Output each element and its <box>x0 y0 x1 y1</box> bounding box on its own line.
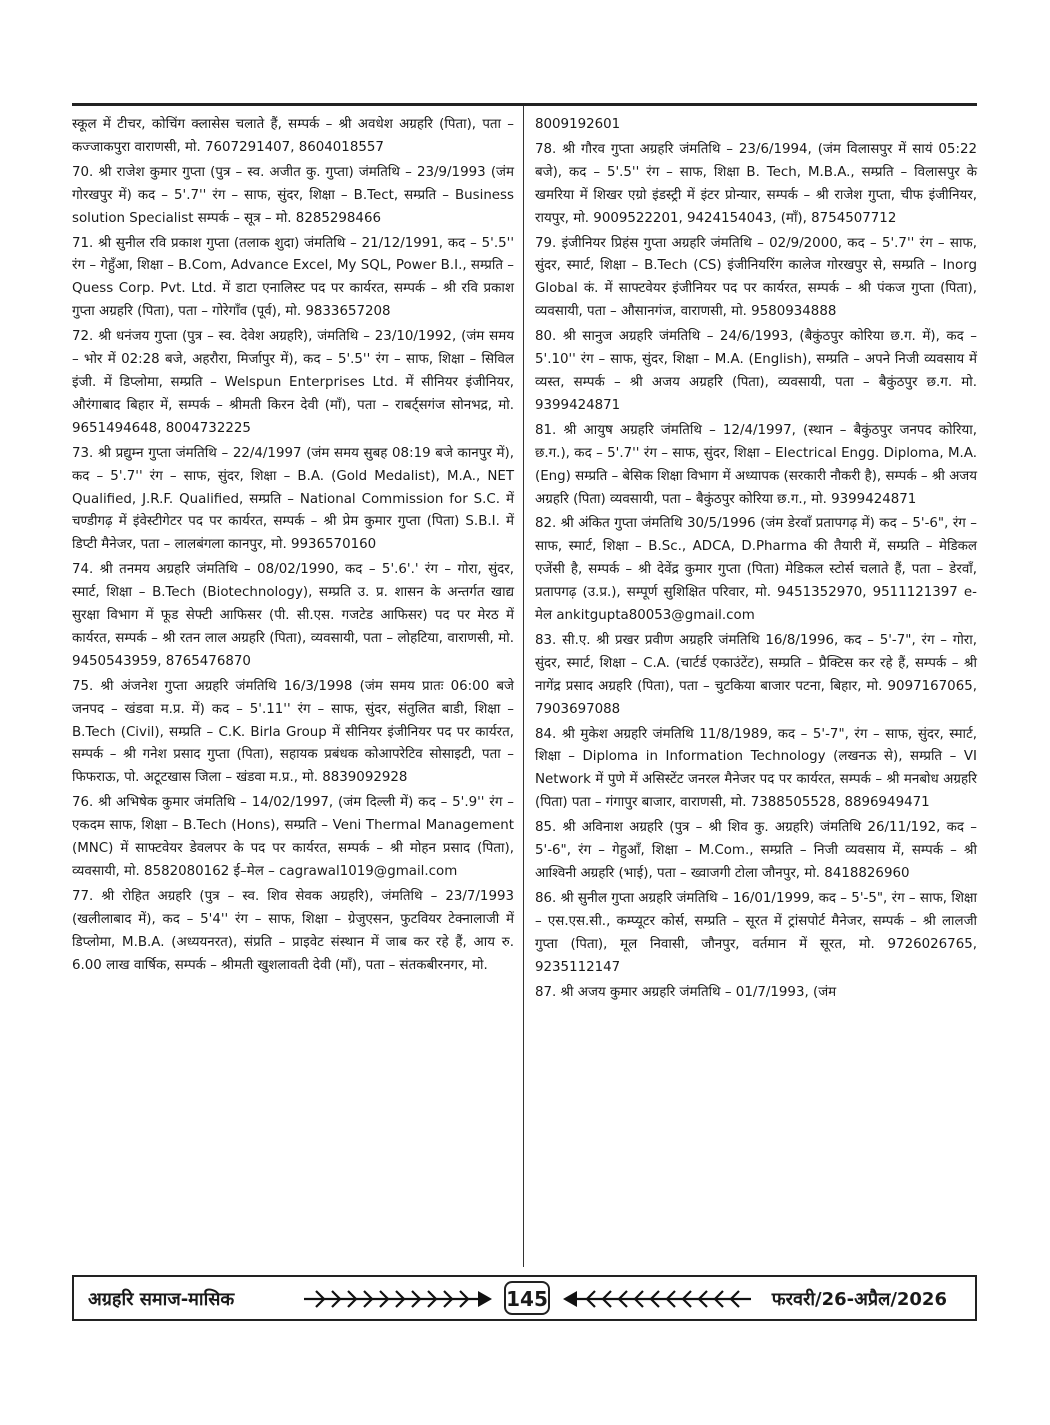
entry-80: 80. श्री सानुज अग्रहरि जंमतिथि – 24/6/1993, (बैकुंठपुर कोरिया छ.ग. में), कद – 5'.10'' रंग – साफ, सुंदर, शिक्षा – M.A. (English), सम्प्रति – अपने निजी व्यवसाय में व्यस्त, सम्पर्क – श्री अजय अग्रहरि (पिता), व्यवसायी, पता – बैकुंठपुर छ.ग. मो. 9399424871 <box>535 329 977 413</box>
entry-86: 86. श्री सुनील गुप्ता अग्रहरि जंमतिथि – 16/01/1999, कद – 5'-5", रंग – साफ, शिक्षा – एस.एस.सी., कम्प्यूटर कोर्स, सम्प्रति – सूरत में ट्रांसपोर्ट मैनेजर, सम्पर्क – श्री लालजी गुप्ता (पिता), मूल निवासी, जौनपुर, वर्तमान में सूरत, मो. 9726026765, 9235112147 <box>535 890 977 975</box>
entry-73: 73. श्री प्रद्युम्न गुप्ता जंमतिथि – 22/4/1997 (जंम समय सुबह 08:19 बजे कानपुर में), कद – 5'.7'' रंग – साफ, सुंदर, शिक्षा – B.A. (Gold Medalist), M.A., NET Qualified, J.R.F. Qualified, सम्प्रति – National Commission for S.C. में चण्डीगढ़ में इंवेस्टीगेटर पद पर कार्यरत, सम्पर्क – श्री प्रेम कुमार गुप्ता (पिता) S.B.I. में डिप्टी मैनेजर, पता – लालबंगला कानपुर, मो. 9936570160 <box>72 445 514 553</box>
entry-continued: स्कूल में टीचर, कोचिंग क्लासेस चलाते हैं, सम्पर्क – श्री अवधेश अग्रहरि (पिता), पता – कज्जाकपुरा वाराणसी, मो. 7607291407, 8604018557 <box>72 117 514 155</box>
entry-79: 79. इंजीनियर प्रिहंस गुप्ता अग्रहरि जंमतिथि – 02/9/2000, कद – 5'.7'' रंग – साफ, सुंदर, स्मार्ट, शिक्षा – B.Tech (CS) इंजीनियरिंग कालेज गोरखपुर से, सम्प्रति – Inorg Global कं. में साफ्टवेयर इंजीनियर पद पर कार्यरत, सम्पर्क – श्री पंकज गुप्ता (पिता), व्यवसायी, पता – औसानगंज, वाराणसी, मो. 9580934888 <box>535 235 977 320</box>
left-column <box>72 114 514 980</box>
entry-85: 85. श्री अविनाश अग्रहरि (पुत्र – श्री शिव कु. अग्रहरि) जंमतिथि 26/11/192, कद – 5'-6", रंग – गेहुआँ, शिक्षा – M.Com., सम्प्रति – निजी व्यवसाय में, सम्पर्क – श्री आश्विनी अग्रहरि (भाई), पता – ख्वाजगी टोला जौनपुर, मो. 8418826960 <box>535 820 977 881</box>
entry-75: 75. श्री अंजनेश गुप्ता अग्रहरि जंमतिथि 16/3/1998 (जंम समय प्रातः 06:00 बजे जनपद – खंडवा म.प्र. में) कद – 5'.11'' रंग – साफ, सुंदर, संतुलित बाडी, शिक्षा – B.Tech (Civil), सम्प्रति – C.K. Birla Group में सीनियर इंजीनियर पद पर कार्यरत, सम्पर्क – श्री गनेश प्रसाद गुप्ता (पिता), सहायक प्रबंधक कोआपरेटिव सोसाइटी, पता – फिफराऊ, पो. अटूटखास जिला – खंडवा म.प्र., मो. 8839092928 <box>72 678 514 786</box>
footer <box>72 1275 977 1321</box>
entry-74: 74. श्री तनमय अग्रहरि जंमतिथि – 08/02/1990, कद – 5'.6'.' रंग – गोरा, सुंदर, स्मार्ट, शिक्षा – B.Tech (Biotechnology), सम्प्रति उ. प्र. शासन के अन्तर्गत खाद्य सुरक्षा विभाग में फूड सेफ्टी आफिसर (पी. सी.एस. गजटेड आफिसर) पद पर मेरठ में कार्यरत, सम्पर्क – श्री रतन लाल अग्रहरि (पिता), व्यवसायी, पता – लोहटिया, वाराणसी, मो. 9450543959, 8765476870 <box>72 562 514 669</box>
column-divider <box>523 106 524 1267</box>
entry-82: 82. श्री अंकित गुप्ता जंमतिथि 30/5/1996 (जंम डेरवाँ प्रतापगढ़ में) कद – 5'-6", रंग – साफ, स्मार्ट, शिक्षा – B.Sc., ADCA, D.Pharma की तैयारी में, सम्प्रति – मेडिकल एजेंसी है, सम्पर्क – श्री देवेंद्र कुमार गुप्ता (पिता) मेडिकल स्टोर्स चलाते हैं, पता – डेरवाँ, प्रतापगढ़ (उ.प्र.), सम्पूर्ण सुशिक्षित परिवार, मो. 9451352970, 9511121397 e-मेल ankitgupta80053@gmail.com <box>535 516 977 624</box>
page-number: 145 <box>504 1281 550 1315</box>
magazine-name: अग्रहरि समाज-मासिक <box>88 1289 235 1310</box>
entry-71: 71. श्री सुनील रवि प्रकाश गुप्ता (तलाक शुदा) जंमतिथि – 21/12/1991, कद – 5'.5'' रंग – गेहुँआ, शिक्षा – B.Com, Advance Excel, My SQL, Power B.I., सम्प्रति – Quess Corp. Pvt. Ltd. में डाटा एनालिस्ट पद पर कार्यरत, सम्पर्क – श्री रवि प्रकाश गुप्ता अग्रहरि (पिता), पता – गोरेगाँव (पूर्व), मो. 9833657208 <box>72 235 514 320</box>
entry-72: 72. श्री धनंजय गुप्ता (पुत्र – स्व. देवेश अग्रहरि), जंमतिथि – 23/10/1992, (जंम समय – भोर में 02:28 बजे, अहरौरा, मिर्जापुर में), कद – 5'.5'' रंग – साफ, शिक्षा – सिविल इंजी. में डिप्लोमा, सम्प्रति – Welspun Enterprises Ltd. में सीनियर इंजीनियर, औरंगाबाद बिहार में, सम्पर्क – श्रीमती किरन देवी (माँ), पता – राबर्ट्सगंज सोनभद्र, मो. 9651494648, 8004732225 <box>72 329 514 436</box>
right-column <box>535 114 977 1006</box>
entry-70: 70. श्री राजेश कुमार गुप्ता (पुत्र – स्व. अजीत कु. गुप्ता) जंमतिथि – 23/9/1993 (जंम गोरखपुर में) कद – 5'.7'' रंग – साफ, सुंदर, शिक्षा – B.Tect, सम्प्रति – Business solution Specialist सम्पर्क – सूत्र – मो. 8285298466 <box>72 164 514 226</box>
issue-date: फरवरी/26-अप्रैल/2026 <box>771 1289 947 1310</box>
top-rule <box>72 103 977 106</box>
entry-77: 77. श्री रोहित अग्रहरि (पुत्र – स्व. शिव सेवक अग्रहरि), जंमतिथि – 23/7/1993 (खलीलाबाद में), कद – 5'4'' रंग – साफ, शिक्षा – ग्रेजुएसन, फुटवियर टेक्नालाजी में डिप्लोमा, M.B.A. (अध्ययनरत), संप्रति – प्राइवेट संस्थान में जाब कर रहे हैं, आय रु. 6.00 लाख वार्षिक, सम्पर्क – श्रीमती खुशलावती देवी (माँ), पता – संतकबीरनगर, मो. <box>72 888 514 973</box>
entry-83: 83. सी.ए. श्री प्रखर प्रवीण अग्रहरि जंमतिथि 16/8/1996, कद – 5'-7", रंग – गोरा, सुंदर, स्मार्ट, शिक्षा – C.A. (चार्टर्ड एकाउंटेंट), सम्प्रति – प्रैक्टिस कर रहे हैं, सम्पर्क – श्री नागेंद्र प्रसाद अग्रहरि (पिता), पता – चुटकिया बाजार पटना, बिहार, मो. 9097167065, 7903697088 <box>535 632 977 717</box>
entry-81: 81. श्री आयुष अग्रहरि जंमतिथि – 12/4/1997, (स्थान – बैकुंठपुर जनपद कोरिया, छ.ग.), कद – 5'.7'' रंग – साफ, सुंदर, शिक्षा – Electrical Engg. Diploma, M.A. (Eng) सम्प्रति – बेसिक शिक्षा विभाग में अध्यापक (सरकारी नौकरी है), सम्पर्क – श्री अजय अग्रहरि (पिता) व्यवसायी, पता – बैकुंठपुर कोरिया छ.ग., मो. 9399424871 <box>535 422 978 507</box>
entry-87: 87. श्री अजय कुमार अग्रहरि जंमतिथि – 01/7/1993, (जंम <box>535 984 837 1000</box>
entry-84: 84. श्री मुकेश अग्रहरि जंमतिथि 11/8/1989, कद – 5'-7", रंग – साफ, सुंदर, स्मार्ट, शिक्षा – Diploma in Information Technology (लखनऊ से), सम्प्रति – VI Network में पुणे में असिस्टेंट जनरल मैनेजर पद पर कार्यरत, सम्पर्क – श्री मनबोध अग्रहरि (पिता) पता – गंगापुर बाजार, वाराणसी, मो. 7388505528, 8896949471 <box>535 726 977 811</box>
ornament-arrows-left <box>560 1283 755 1315</box>
entry-continued: 8009192601 <box>535 117 621 132</box>
entry-78: 78. श्री गौरव गुप्ता अग्रहरि जंमतिथि – 23/6/1994, (जंम विलासपुर में सायं 05:22 बजे), कद – 5'.5'' रंग – साफ, शिक्षा B. Tech, M.B.A., सम्प्रति – विलासपुर के खमरिया में शिखर एग्रो इंडस्ट्री में इंटर प्रोन्यार, सम्पर्क – श्री राजेश गुप्ता, चीफ इंजीनियर, रायपुर, मो. 9009522201, 9424154043, (माँ), 8754507712 <box>535 141 977 226</box>
ornament-arrows-right <box>300 1283 495 1315</box>
entry-76: 76. श्री अभिषेक कुमार जंमतिथि – 14/02/1997, (जंम दिल्ली में) कद – 5'.9'' रंग – एकदम साफ, शिक्षा – B.Tech (Hons), सम्प्रति – Veni Thermal Management (MNC) में साफ्टवेयर डेवलपर के पद पर कार्यरत, सम्पर्क – श्री मोहन प्रसाद (पिता), व्यवसायी, मो. 8582080162 ई–मेल – cagrawal1019@gmail.com <box>72 795 514 879</box>
